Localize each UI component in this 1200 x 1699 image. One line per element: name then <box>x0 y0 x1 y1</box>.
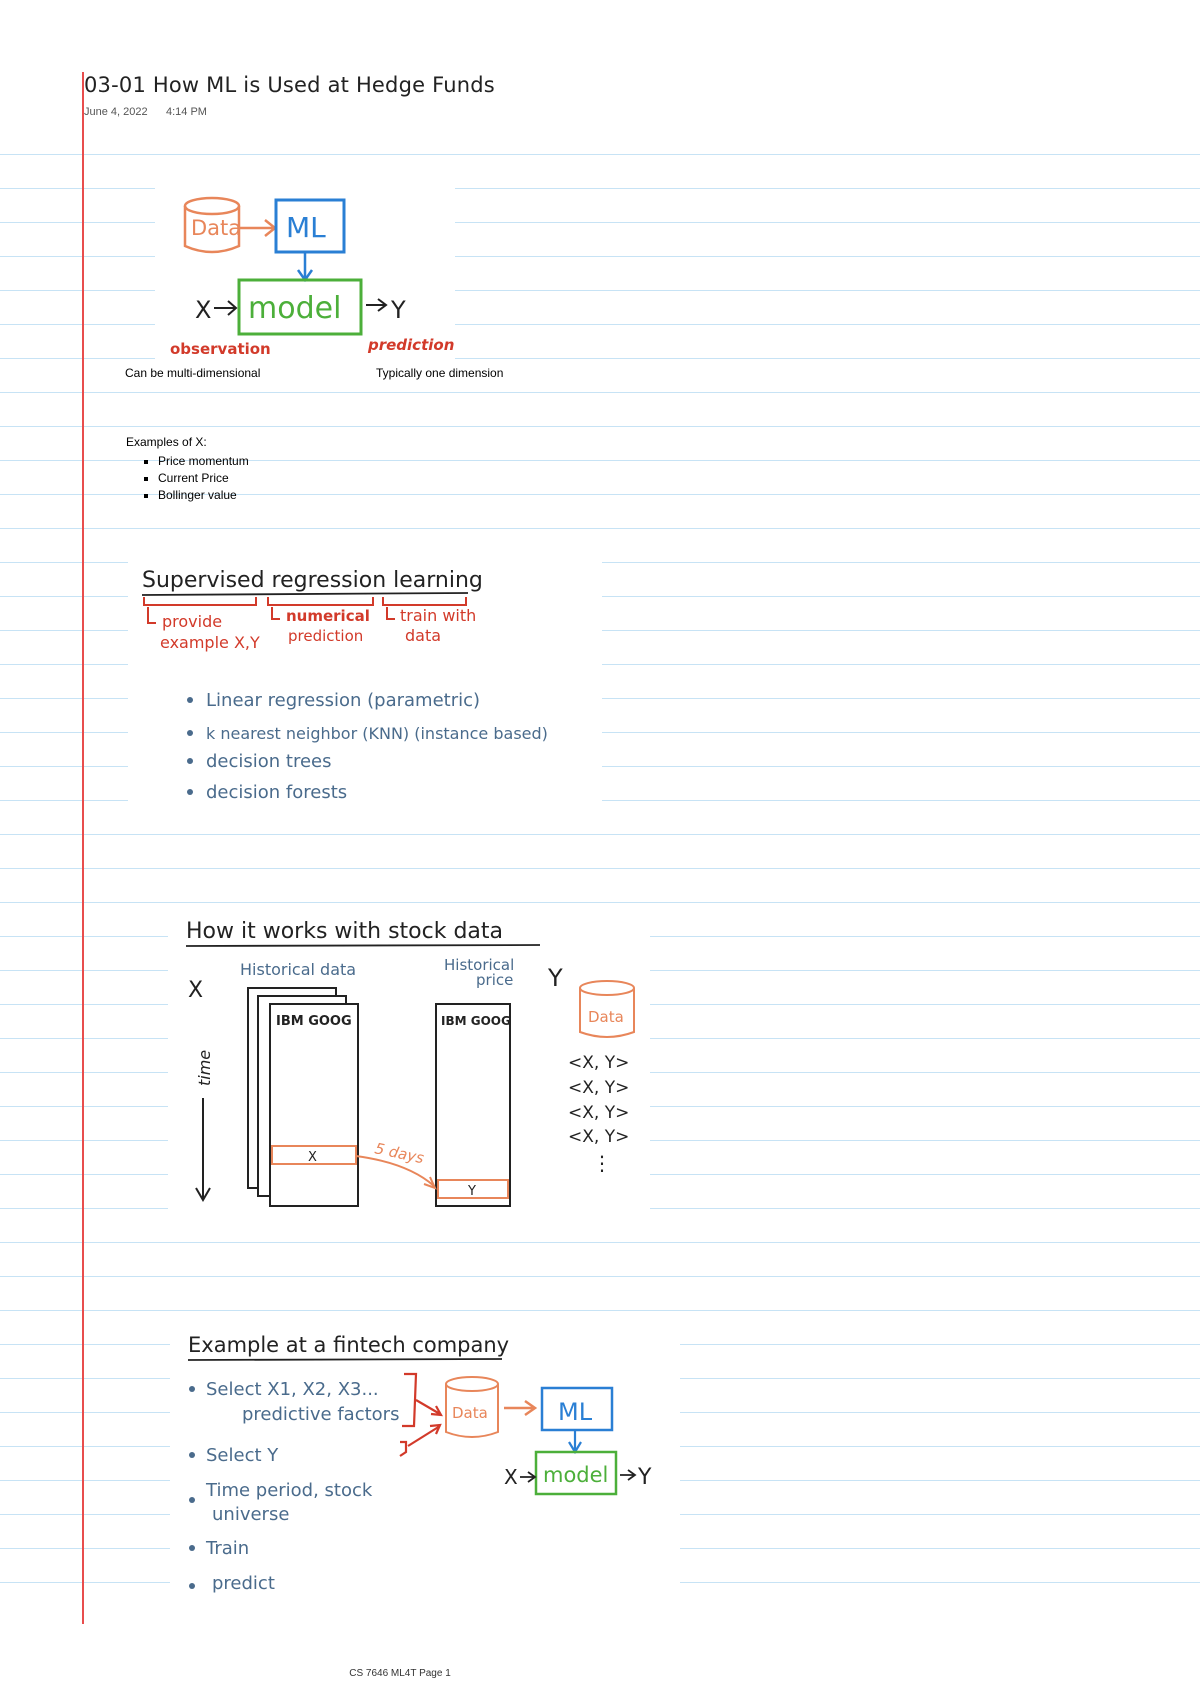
y-label: Y <box>391 296 406 324</box>
list-item: ▪ Bollinger value <box>158 487 249 504</box>
examples-list <box>126 435 249 504</box>
bullet <box>187 697 193 703</box>
y-arrow <box>366 299 386 311</box>
title-underline <box>186 945 540 946</box>
ml-model-diagram <box>155 180 455 360</box>
title-underline <box>188 1359 502 1360</box>
y-cell: Y <box>468 1184 476 1199</box>
bracket <box>400 1442 406 1456</box>
pair-item: <X, Y> <box>568 1078 630 1098</box>
page-date: June 4, 2022 <box>84 106 148 118</box>
title-underline <box>142 593 468 595</box>
x-cell: X <box>308 1150 317 1165</box>
ml-label: ML <box>558 1398 593 1426</box>
y-arrow <box>620 1470 635 1480</box>
prediction-label: prediction <box>368 336 455 354</box>
x-arrow <box>214 301 236 315</box>
step-item: universe <box>212 1504 290 1525</box>
annotation-text: provide <box>162 612 223 631</box>
bullet <box>189 1545 195 1551</box>
ml-to-model-arrow <box>298 252 312 280</box>
x-label: X <box>504 1465 518 1489</box>
fintech-card <box>170 1322 680 1604</box>
x-note: Can be multi-dimensional <box>125 366 261 380</box>
bullet <box>189 1452 195 1458</box>
data-label: Data <box>191 216 242 240</box>
y-label: Y <box>548 964 563 992</box>
annotation-arrow <box>148 607 156 623</box>
x-label: X <box>188 978 204 1003</box>
model-label: model <box>543 1463 609 1487</box>
step-item: predict <box>212 1573 275 1594</box>
margin-line <box>82 72 84 1624</box>
brace-regression <box>268 597 373 605</box>
pair-item: <X, Y> <box>568 1103 630 1123</box>
step-item: Time period, stock <box>206 1480 373 1501</box>
method-item: decision trees <box>206 751 332 772</box>
annotation-text: data <box>405 626 442 645</box>
data-to-ml-arrow <box>504 1401 535 1415</box>
pair-item: <X, Y> <box>568 1127 630 1147</box>
page-title: 03-01 How ML is Used at Hedge Funds <box>84 73 495 97</box>
bullet <box>187 758 193 764</box>
page-footer-area <box>0 1610 1200 1699</box>
pair-item: <X, Y> <box>568 1053 630 1073</box>
brace-learning <box>383 597 466 605</box>
bullet <box>189 1497 195 1503</box>
annotation-text: example X,Y <box>160 633 260 652</box>
supervised-title: Supervised regression learning <box>142 568 483 593</box>
historical-price-label: Historical <box>444 956 515 974</box>
column-header: IBM GOOG <box>441 1014 511 1028</box>
ellipsis: ⋮ <box>592 1151 612 1175</box>
step-item: Select X1, X2, X3... <box>206 1379 379 1400</box>
brace-supervised <box>144 597 256 605</box>
time-label: time <box>195 1049 214 1086</box>
x-label: X <box>195 296 212 324</box>
list-item: ▪ Current Price <box>158 470 249 487</box>
bracket <box>402 1374 416 1426</box>
step-item: predictive factors <box>242 1404 400 1425</box>
model-label: model <box>248 291 342 326</box>
days-label: 5 days <box>373 1139 426 1168</box>
bullet <box>189 1583 195 1589</box>
ml-label: ML <box>286 211 326 244</box>
bullet <box>189 1386 195 1392</box>
method-item: Linear regression (parametric) <box>206 690 481 711</box>
supervised-learning-card <box>128 555 602 805</box>
bracket-arrow <box>408 1425 440 1446</box>
annotation-arrow <box>387 607 395 619</box>
y-note: Typically one dimension <box>376 366 504 380</box>
stock-data-card <box>168 908 650 1220</box>
page-footer: CS 7646 ML4T Page 1 <box>349 1668 451 1679</box>
step-item: Train <box>206 1538 250 1559</box>
data-to-ml-arrow <box>239 220 275 236</box>
historical-price-label: price <box>476 971 514 989</box>
ml-to-model-arrow <box>569 1430 581 1452</box>
annotation-text: train with <box>400 606 477 625</box>
data-sheet-front <box>270 1004 358 1206</box>
historical-data-label: Historical data <box>240 960 357 979</box>
method-item: k nearest neighbor (KNN) (instance based) <box>206 724 548 743</box>
data-label: Data <box>588 1008 624 1026</box>
annotation-arrow <box>272 607 280 619</box>
column-header: IBM GOOG <box>276 1014 352 1029</box>
annotation-text: numerical <box>286 607 370 625</box>
bullet <box>187 730 193 736</box>
bracket-arrow <box>416 1400 441 1415</box>
fintech-title: Example at a fintech company <box>188 1333 510 1357</box>
x-arrow <box>520 1472 535 1482</box>
examples-heading: Examples of X: <box>126 435 207 449</box>
list-item: ▪ Price momentum <box>158 453 249 470</box>
method-item: decision forests <box>206 782 348 803</box>
annotation-text: prediction <box>288 627 364 645</box>
observation-label: observation <box>170 340 271 358</box>
data-label: Data <box>452 1404 488 1422</box>
bullet <box>187 789 193 795</box>
time-arrow <box>196 1098 210 1200</box>
y-label: Y <box>638 1465 652 1490</box>
price-sheet <box>436 1004 510 1206</box>
step-item: Select Y <box>206 1445 279 1466</box>
page-time: 4:14 PM <box>166 106 207 118</box>
stock-title: How it works with stock data <box>186 919 504 944</box>
